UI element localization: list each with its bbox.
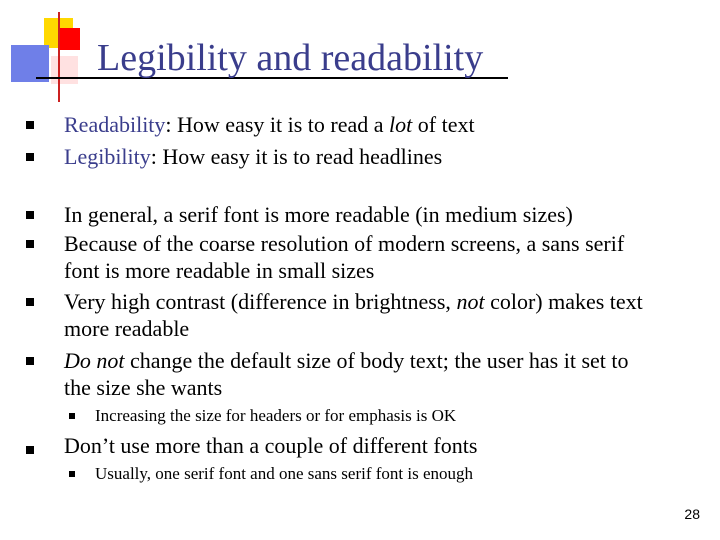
bullet-text: Very high contrast (difference in brightness, (64, 289, 457, 314)
bullet-text: change the default size of body text; the user has it set to (124, 348, 629, 373)
bullet-marker (26, 298, 34, 306)
bullet-sans-serif-line1: Because of the coarse resolution of modern screens, a sans serif (64, 231, 625, 256)
bullet-default-size-line2: the size she wants (64, 375, 223, 400)
emphasis-text: Do not (64, 348, 125, 373)
sub-bullet-headers: Increasing the size for headers or for emphasis is OK (95, 406, 457, 425)
bullet-contrast-line2: more readable (64, 316, 190, 341)
keyword-legibility: Legibility (64, 144, 151, 169)
slide-title: Legibility and readability (97, 37, 484, 79)
sub-bullet-serif-sans: Usually, one serif font and one sans serif font is enough (95, 464, 474, 483)
emphasis-text: lot (389, 112, 413, 137)
bullet-text: : How easy it is to read headlines (150, 144, 443, 169)
decor-square-pink (51, 56, 78, 84)
sub-bullet-marker (69, 471, 75, 477)
emphasis-text: not (456, 289, 485, 314)
bullet-text: of text (412, 112, 475, 137)
keyword-readability: Readability (64, 112, 166, 137)
bullet-marker (26, 121, 34, 129)
sub-bullet-marker (69, 413, 75, 419)
decor-square-red (60, 28, 80, 50)
bullet-marker (26, 153, 34, 161)
bullet-fonts: Don’t use more than a couple of different fonts (64, 433, 478, 458)
bullet-readability (64, 110, 475, 139)
bullet-marker (26, 446, 34, 454)
bullet-contrast-line1 (64, 287, 643, 316)
bullet-default-size-line1 (64, 346, 629, 375)
bullet-text: color) makes text (484, 289, 643, 314)
bullet-marker (26, 357, 34, 365)
bullet-legibility (64, 142, 442, 171)
decor-vertical-line (58, 12, 60, 102)
bullet-sans-serif-line2: font is more readable in small sizes (64, 258, 375, 283)
bullet-text: : How easy it is to read a (165, 112, 390, 137)
bullet-marker (26, 240, 34, 248)
page-number: 28 (684, 506, 700, 522)
bullet-serif-readable: In general, a serif font is more readable (in medium sizes) (64, 202, 573, 227)
bullet-marker (26, 211, 34, 219)
